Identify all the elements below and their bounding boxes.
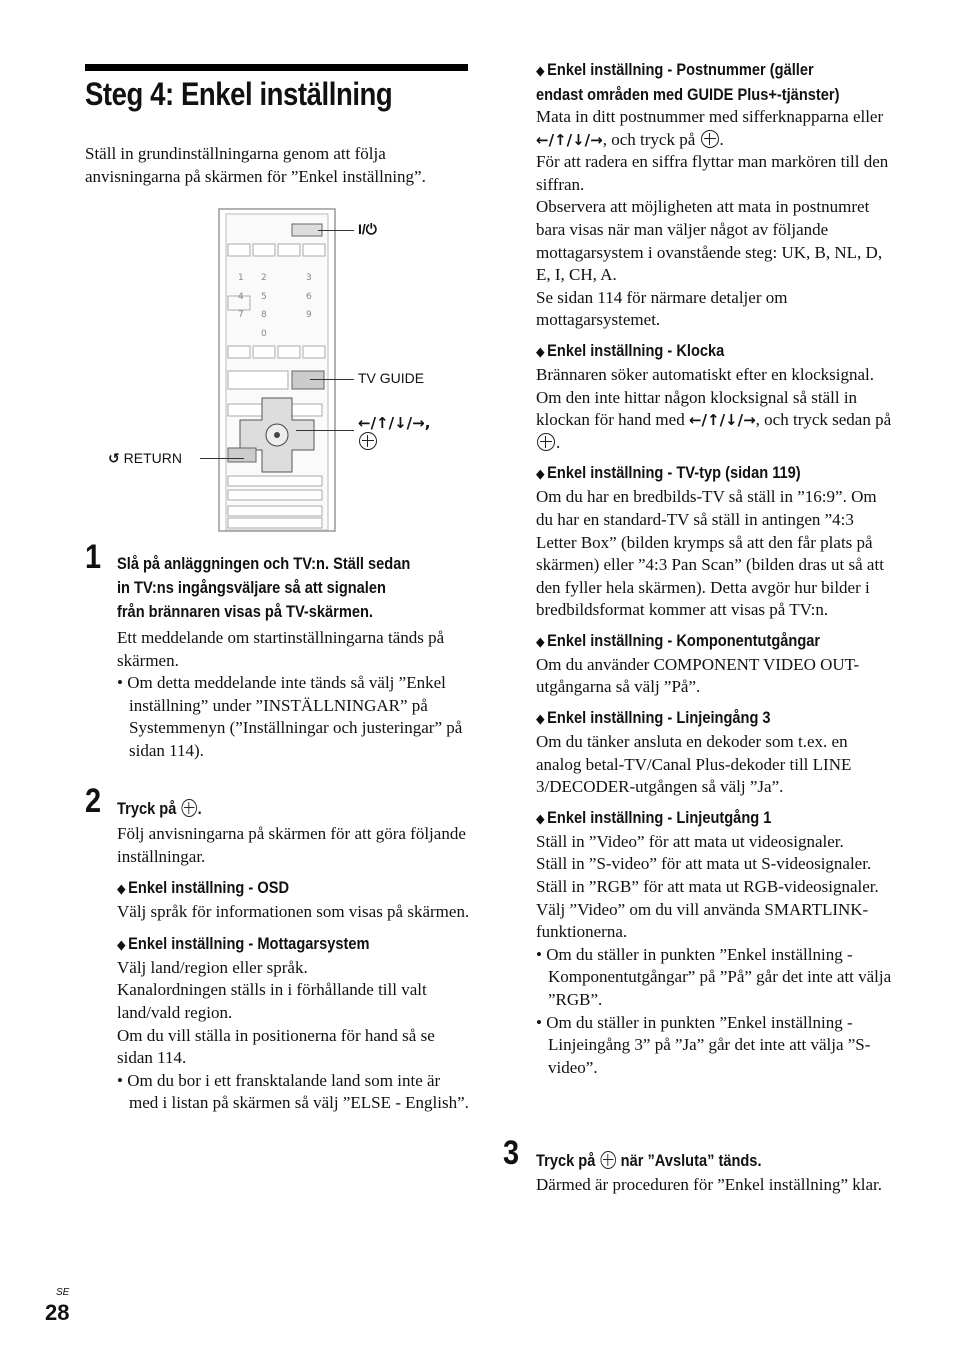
step-2-heading-pre: Tryck på <box>117 799 177 818</box>
return-label <box>108 450 182 467</box>
linjeutgang1-bullet-text: Om du ställer in punkten ”Enkel inställning - Komponentutgångar” på ”På” går det inte att välja ”RGB”. <box>546 944 892 1009</box>
diamond-icon: ◆ <box>536 344 545 360</box>
klocka-heading-text: Enkel inställning - Klocka <box>547 340 725 360</box>
remote-key-3: 3 <box>306 273 312 283</box>
intro-text: Ställ in grundinställningarna genom att följa anvisningarna på skärmen för ”Enkel inställning”. <box>85 144 426 186</box>
remote-key-4: 4 <box>238 292 244 302</box>
mottagarsystem-heading <box>117 932 422 957</box>
step-3-heading-post: när ”Avsluta” tänds. <box>620 1151 762 1170</box>
arrow-keys-glyphs: ←/↑/↓/→ <box>688 411 756 430</box>
postnummer-text-a: Mata in ditt postnummer med sifferknapparna eller <box>536 107 884 126</box>
enter-icon <box>701 130 719 148</box>
diamond-icon: ◆ <box>536 64 545 79</box>
komponent-heading-text: Enkel inställning - Komponentutgångar <box>547 630 821 650</box>
mott-line: Kanalordningen ställs in i förhållande till valt land/vald region. <box>117 980 427 1022</box>
linjeingang3-heading-text: Enkel inställning - Linjeingång 3 <box>547 708 771 728</box>
remote-key-9: 9 <box>306 310 312 320</box>
remote-key-1: 1 <box>238 273 244 283</box>
postnummer-line: För att radera en siffra flyttar man markören till den siffran. <box>536 152 889 194</box>
osd-heading <box>117 876 422 901</box>
step-3-number: 3 <box>503 1134 520 1172</box>
postnummer-heading-line: Enkel inställning - Postnummer (gäller <box>547 60 814 79</box>
language-label: SE <box>56 1287 70 1298</box>
step-2-heading <box>117 797 202 820</box>
return-icon: ↺ <box>108 451 120 467</box>
remote-key-0: 0 <box>261 329 267 339</box>
osd-heading-text: Enkel inställning - OSD <box>128 878 290 898</box>
linjeutgang1-bullet: • Om du ställer in punkten ”Enkel inställning - Linjeingång 3” på ”Ja” går det inte att välja ”S-video”. <box>536 1012 871 1077</box>
step-1-bullet-text: Om detta meddelande inte tänds så välj ”Enkel inställning” under ”INSTÄLLNINGAR” på Systemmenyn (”Inställningar och justeringar” på sidan 114). <box>127 673 463 760</box>
postnummer-heading-line: endast områden med GUIDE Plus+-tjänster) <box>536 85 840 104</box>
diamond-icon: ◆ <box>117 937 126 953</box>
step-1-heading-line: från brännaren visas på TV-skärmen. <box>117 602 373 621</box>
osd-text: Välj språk för informationen som visas på skärmen. <box>117 902 470 922</box>
postnummer-line: Se sidan 114 för närmare detaljer om mottagarsystemet. <box>536 287 788 330</box>
mott-bullet-text: Om du bor i ett fransktalande land som inte är med i listan på skärmen så välj ”ELSE - English”. <box>127 1070 469 1113</box>
arrow-keys-glyphs: ←/↑/↓/→, <box>358 414 431 432</box>
step-1-number: 1 <box>85 538 102 576</box>
klocka-text-c: . <box>556 432 561 452</box>
postnummer-line: Observera att möjligheten att mata in postnumret bara visas när man väljer något av följande mottagarsystem i ovanstående steg: UK, B, NL, D, E, I, CH, A. <box>536 197 883 285</box>
linjeutgang1-line: Ställ in ”Video” för att mata ut videosignaler. <box>536 831 844 851</box>
step-1-heading <box>117 552 458 623</box>
klocka-heading <box>536 339 842 364</box>
postnummer-text-b: , och tryck på <box>602 129 696 149</box>
right-column <box>536 58 892 1079</box>
tv-guide-label: TV GUIDE <box>358 370 425 386</box>
step-3-heading-pre: Tryck på <box>536 1151 596 1170</box>
step-2-number: 2 <box>85 782 102 820</box>
remote-illustration <box>218 208 336 532</box>
postnummer-text <box>536 106 892 151</box>
callout-line-power <box>318 230 354 231</box>
linjeutgang1-heading <box>536 806 842 831</box>
step-1-heading-line: in TV:ns ingångsväljare så att signalen <box>117 578 386 597</box>
callout-line-tvguide <box>310 379 354 380</box>
linjeutgang1-line: Ställ in ”RGB” för att mata ut RGB-videosignaler. <box>536 877 879 897</box>
linjeingang3-text: Om du tänker ansluta en dekoder som t.ex. en analog betal-TV/Canal Plus-dekoder till LINE 3/DECODER-utgången så välj ”Ja”. <box>536 732 852 797</box>
tv-typ-heading <box>536 461 842 486</box>
enter-icon <box>359 432 377 450</box>
step-1-text: Ett meddelande om startinställningarna tänds på skärmen. <box>117 628 445 670</box>
diamond-icon: ◆ <box>536 811 545 827</box>
linjeutgang1-line: Ställ in ”S-video” för att mata ut S-videosignaler. <box>536 854 872 874</box>
return-text: RETURN <box>123 450 182 466</box>
komponent-text: Om du använder COMPONENT VIDEO OUT-utgångarna så välj ”På”. <box>536 654 860 697</box>
step-2-text: Följ anvisningarna på skärmen för att göra följande inställningar. <box>117 824 466 866</box>
diamond-icon: ◆ <box>536 467 545 483</box>
klocka-text <box>536 364 892 454</box>
enter-icon <box>181 799 196 817</box>
linjeutgang1-bullet: • Om du ställer in punkten ”Enkel inställning - Komponentutgångar” på ”På” går det inte att välja ”RGB”. <box>536 944 892 1009</box>
diamond-icon: ◆ <box>536 712 545 728</box>
linjeutgang1-heading-text: Enkel inställning - Linjeutgång 1 <box>547 807 772 827</box>
remote-key-5: 5 <box>261 292 267 302</box>
mott-line: Om du vill ställa in positionerna för hand så se sidan 114. <box>117 1025 435 1068</box>
remote-key-6: 6 <box>306 292 312 302</box>
diamond-icon: ◆ <box>536 634 545 650</box>
klocka-text-a: Brännaren söker automatiskt efter en klocksignal. Om den inte hittar någon klocksignal så ställ in klockan för hand med <box>536 364 874 430</box>
step-1-bullet: • Om detta meddelande inte tänds så välj ”Enkel inställning” under ”INSTÄLLNINGAR” på Systemmenyn (”Inställningar och justeringar” på sidan 114). <box>117 673 463 760</box>
title-rule <box>85 64 468 71</box>
postnummer-text-c: . <box>719 129 724 149</box>
enter-icon <box>537 433 555 451</box>
linjeutgang1-line: Välj ”Video” om du vill använda SMARTLINK-funktionerna. <box>536 899 869 942</box>
remote-key-8: 8 <box>261 310 267 320</box>
step-1-heading-line: Slå på anläggningen och TV:n. Ställ sedan <box>117 554 411 573</box>
diamond-icon: ◆ <box>117 882 126 898</box>
postnummer-heading <box>536 58 842 83</box>
page-number: 28 <box>45 1300 70 1325</box>
mott-bullet: • Om du bor i ett fransktalande land som inte är med i listan på skärmen så välj ”ELSE - English”. <box>117 1070 469 1113</box>
step-2-body <box>117 823 472 1115</box>
enter-icon <box>600 1151 615 1169</box>
komponent-heading <box>536 629 842 654</box>
tv-typ-heading-text: Enkel inställning - TV-typ (sidan 119) <box>547 463 801 483</box>
step-2-heading-post: . <box>197 799 202 818</box>
power-label: I/⏻ <box>358 221 377 237</box>
arrow-keys-glyphs: ←/↑/↓/→ <box>536 130 603 149</box>
callout-line-return <box>200 458 244 459</box>
page-title: Steg 4: Enkel inställning <box>85 76 393 112</box>
tv-typ-text: Om du har en bredbilds-TV så ställ in ”16:9”. Om du har en standard-TV så ställ in antingen ”4:3 Letter Box” (bilden krymps så att den får plats på skärmen) eller ”4:3 Pan Scan” (bilden dras ut så att den fyller hela skärmen). Detta avgör hur bilder i bredbildsformat kommer att visas på TV:n. <box>536 487 884 620</box>
step-3-heading <box>536 1149 762 1172</box>
step-3-text: Därmed är proceduren för ”Enkel inställning” klar. <box>536 1175 883 1194</box>
linjeutgang1-bullet-text: Om du ställer in punkten ”Enkel inställning - Linjeingång 3” på ”Ja” går det inte att välja ”S-video”. <box>546 1012 871 1077</box>
mott-line: Välj land/region eller språk. <box>117 957 308 977</box>
callout-line-arrows <box>296 430 354 431</box>
remote-key-7: 7 <box>238 310 244 320</box>
mottagarsystem-heading-text: Enkel inställning - Mottagarsystem <box>128 933 370 953</box>
klocka-text-b: , och tryck sedan på <box>755 410 892 430</box>
step-1-body <box>117 627 472 763</box>
arrows-label <box>358 414 430 450</box>
linjeingang3-heading <box>536 706 842 731</box>
remote-key-2: 2 <box>261 273 267 283</box>
